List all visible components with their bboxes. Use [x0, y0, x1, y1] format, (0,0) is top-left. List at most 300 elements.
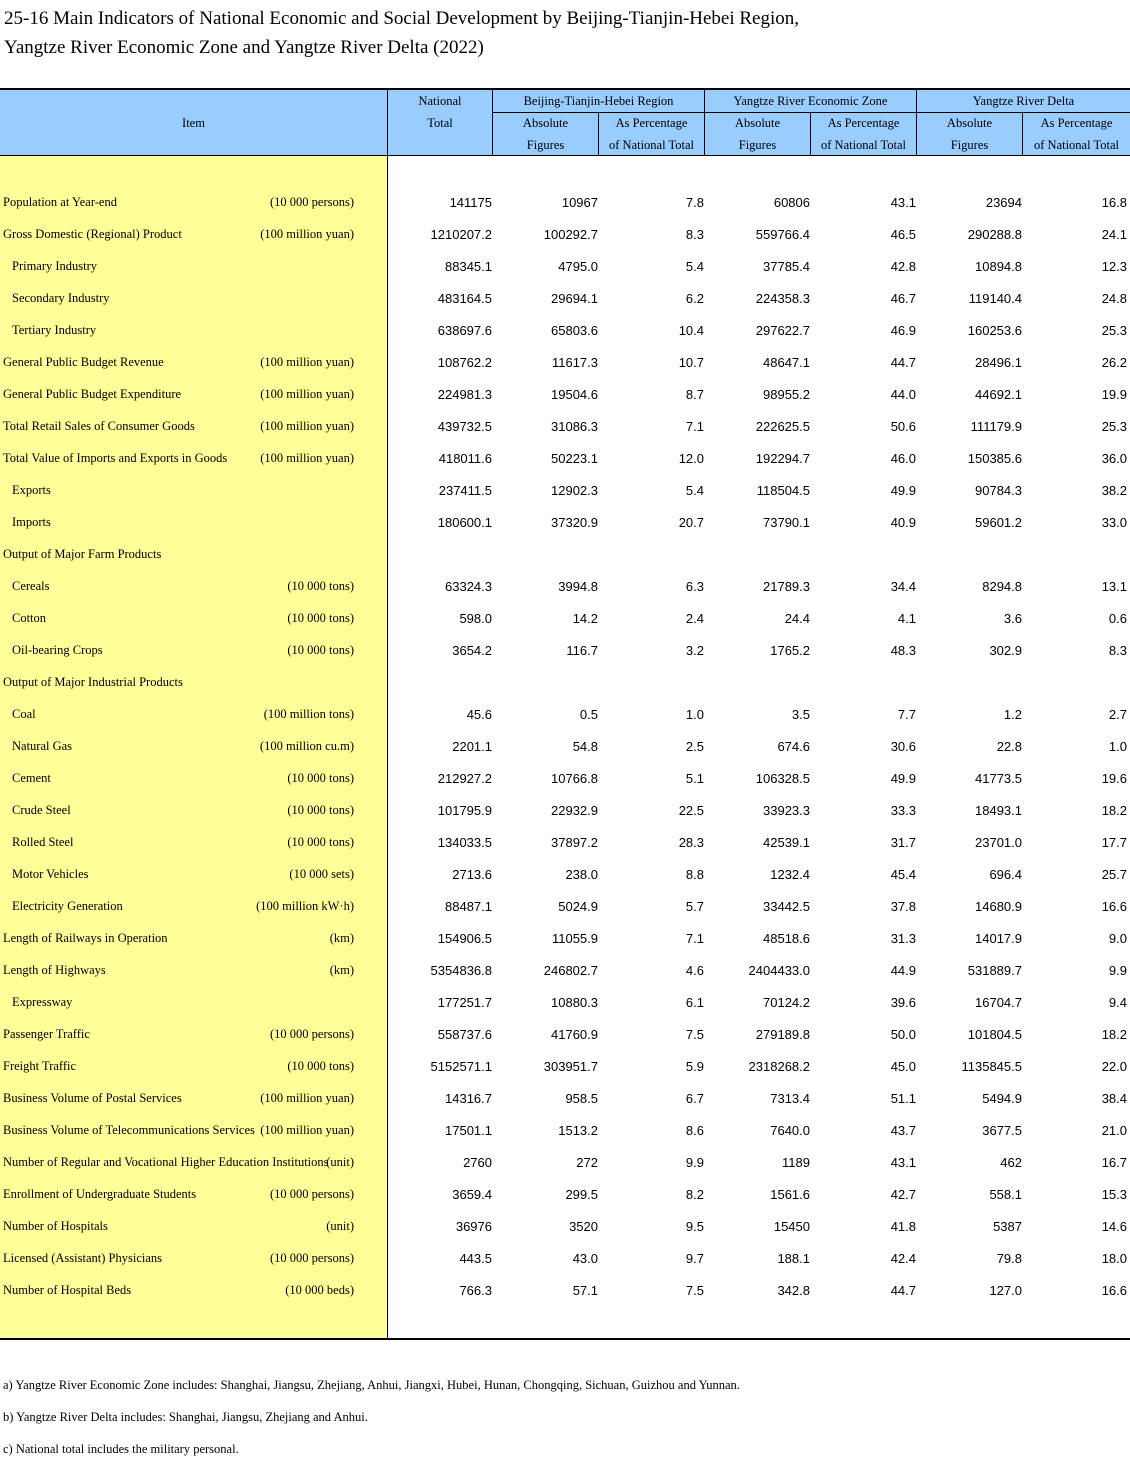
cell-yrd-absolute: 119140.4 — [968, 291, 1022, 306]
row-unit: (10 000 tons) — [287, 835, 354, 849]
cell-bth-percentage: 8.3 — [685, 227, 704, 242]
row-label: Cereals — [12, 579, 50, 593]
cell-yrd-percentage: 9.0 — [1108, 931, 1127, 946]
cell-bth-percentage: 5.9 — [685, 1059, 704, 1074]
table-row — [0, 379, 1130, 411]
row-unit: (100 million yuan) — [260, 451, 354, 465]
cell-national-total: 237411.5 — [438, 483, 492, 498]
cell-national-total: 17501.1 — [445, 1123, 492, 1138]
cell-bth-percentage: 28.3 — [678, 835, 704, 850]
cell-national-total: 3659.4 — [452, 1187, 492, 1202]
cell-bth-absolute: 4795.0 — [558, 259, 598, 274]
cell-yrez-percentage: 45.0 — [890, 1059, 916, 1074]
cell-national-total: 154906.5 — [437, 931, 492, 946]
cell-yrd-percentage: 33.0 — [1101, 515, 1127, 530]
table-row — [0, 1051, 1130, 1083]
row-label: Output of Major Farm Products — [3, 547, 162, 561]
row-unit: (10 000 tons) — [287, 803, 354, 817]
row-label: Business Volume of Telecommunications Services — [3, 1123, 255, 1137]
cell-yrd-percentage: 2.7 — [1108, 707, 1127, 722]
row-unit: (100 million yuan) — [260, 1123, 354, 1137]
cell-yrez-absolute: 73790.1 — [763, 515, 810, 530]
cell-yrd-absolute: 3.6 — [1003, 611, 1022, 626]
cell-yrd-absolute: 290288.8 — [967, 227, 1022, 242]
row-unit: (10 000 persons) — [269, 1187, 354, 1201]
cell-bth-percentage: 9.9 — [685, 1155, 704, 1170]
cell-yrez-absolute: 2404433.0 — [748, 963, 810, 978]
cell-yrd-absolute: 5387 — [993, 1219, 1022, 1234]
cell-yrd-absolute: 302.9 — [989, 643, 1022, 658]
cell-bth-percentage: 6.7 — [685, 1091, 704, 1106]
cell-bth-percentage: 3.2 — [685, 643, 704, 658]
row-unit: (100 million yuan) — [260, 227, 354, 241]
table-row — [0, 1083, 1130, 1115]
cell-bth-absolute: 57.1 — [572, 1283, 598, 1298]
cell-bth-percentage: 6.1 — [685, 995, 704, 1010]
cell-yrez-absolute: 21789.3 — [763, 579, 810, 594]
cell-yrd-absolute: 101804.5 — [967, 1027, 1022, 1042]
cell-national-total: 177251.7 — [437, 995, 492, 1010]
cell-national-total: 88487.1 — [445, 899, 492, 914]
row-label: Number of Hospital Beds — [3, 1283, 132, 1297]
row-label: Passenger Traffic — [3, 1027, 90, 1041]
table-row — [0, 923, 1130, 955]
row-unit: (100 million yuan) — [260, 355, 354, 369]
cell-yrez-percentage: 4.1 — [897, 611, 916, 626]
cell-yrd-absolute: 22.8 — [996, 739, 1022, 754]
cell-yrd-percentage: 22.0 — [1101, 1059, 1127, 1074]
table-row — [0, 603, 1130, 635]
title-line-1: 25-16 Main Indicators of National Economic and Social Development by Beijing-Tianjin-Hebei Region, — [4, 8, 800, 29]
cell-bth-percentage: 12.0 — [678, 451, 704, 466]
row-unit: (100 million cu.m) — [259, 739, 354, 753]
row-unit: (10 000 tons) — [287, 579, 354, 593]
row-label: Number of Regular and Vocational Higher Education Institutions — [3, 1155, 329, 1169]
cell-yrez-percentage: 31.7 — [890, 835, 916, 850]
cell-yrez-percentage: 34.4 — [890, 579, 916, 594]
indicators-table — [0, 88, 1130, 1340]
header-abs-1: Absolute — [734, 116, 781, 130]
table-row — [0, 1275, 1130, 1307]
row-label: Coal — [12, 707, 36, 721]
table-row — [0, 1211, 1130, 1243]
row-label: Crude Steel — [12, 803, 71, 817]
cell-bth-absolute: 11055.9 — [551, 931, 598, 946]
row-label: General Public Budget Revenue — [3, 355, 164, 369]
cell-bth-percentage: 22.5 — [678, 803, 704, 818]
cell-national-total: 63324.3 — [445, 579, 492, 594]
cell-bth-percentage: 2.5 — [685, 739, 704, 754]
table-row — [0, 891, 1130, 923]
cell-bth-percentage: 7.5 — [685, 1283, 704, 1298]
row-label: Expressway — [12, 995, 73, 1009]
cell-bth-absolute: 238.0 — [565, 867, 598, 882]
row-label: Length of Highways — [3, 963, 106, 977]
cell-national-total: 418011.6 — [438, 451, 492, 466]
cell-national-total: 766.3 — [459, 1283, 492, 1298]
cell-yrez-percentage: 31.3 — [890, 931, 916, 946]
cell-yrez-percentage: 39.6 — [890, 995, 916, 1010]
cell-bth-absolute: 299.5 — [565, 1187, 598, 1202]
table-row — [0, 1179, 1130, 1211]
row-unit: (100 million yuan) — [260, 387, 354, 401]
cell-yrez-percentage: 46.0 — [890, 451, 916, 466]
table-row — [0, 699, 1130, 731]
cell-yrd-absolute: 3677.5 — [982, 1123, 1022, 1138]
table-row — [0, 1115, 1130, 1147]
table-row — [0, 443, 1130, 475]
cell-national-total: 5152571.1 — [430, 1059, 492, 1074]
cell-bth-percentage: 5.4 — [685, 259, 704, 274]
header-national-2: Total — [427, 116, 453, 130]
cell-bth-percentage: 9.7 — [685, 1251, 704, 1266]
cell-bth-percentage: 7.8 — [685, 195, 704, 210]
cell-national-total: 1210207.2 — [430, 227, 492, 242]
cell-yrez-absolute: 118504.5 — [756, 483, 810, 498]
cell-bth-absolute: 3520 — [569, 1219, 598, 1234]
cell-yrez-absolute: 279189.8 — [755, 1027, 810, 1042]
cell-national-total: 88345.1 — [445, 259, 492, 274]
table-header — [0, 88, 1130, 156]
table-row — [0, 667, 1130, 699]
cell-national-total: 2760 — [463, 1155, 492, 1170]
cell-bth-absolute: 10880.3 — [551, 995, 598, 1010]
cell-yrez-absolute: 342.8 — [777, 1283, 810, 1298]
cell-yrd-percentage: 9.4 — [1108, 995, 1127, 1010]
row-unit: (100 million tons) — [263, 707, 354, 721]
table-row — [0, 315, 1130, 347]
cell-bth-percentage: 20.7 — [678, 515, 704, 530]
header-national-1: National — [418, 94, 462, 108]
row-unit: (10 000 tons) — [287, 771, 354, 785]
table-row — [0, 251, 1130, 283]
cell-yrd-absolute: 79.8 — [996, 1251, 1022, 1266]
row-unit: (10 000 persons) — [269, 1027, 354, 1041]
cell-bth-absolute: 22932.9 — [551, 803, 598, 818]
cell-national-total: 638697.6 — [437, 323, 492, 338]
table-body — [0, 156, 1130, 1340]
cell-bth-percentage: 10.7 — [678, 355, 704, 370]
row-label: Imports — [12, 515, 51, 529]
cell-yrez-absolute: 106328.5 — [755, 771, 810, 786]
cell-yrd-percentage: 14.6 — [1101, 1219, 1127, 1234]
header-pct-1: As Percentage — [615, 116, 688, 130]
cell-national-total: 5354836.8 — [430, 963, 492, 978]
cell-yrd-percentage: 16.6 — [1101, 1283, 1127, 1298]
row-label: Motor Vehicles — [12, 867, 89, 881]
cell-yrd-absolute: 28496.1 — [975, 355, 1022, 370]
cell-yrez-percentage: 40.9 — [890, 515, 916, 530]
cell-yrd-percentage: 19.9 — [1101, 387, 1127, 402]
cell-yrd-absolute: 531889.7 — [967, 963, 1022, 978]
cell-yrez-absolute: 3.5 — [791, 707, 810, 722]
row-label: Cotton — [12, 611, 47, 625]
table-row — [0, 827, 1130, 859]
cell-bth-absolute: 10967 — [561, 195, 598, 210]
cell-yrd-absolute: 696.4 — [989, 867, 1022, 882]
cell-yrez-percentage: 44.9 — [890, 963, 916, 978]
cell-yrez-percentage: 50.0 — [890, 1027, 916, 1042]
cell-national-total: 141175 — [449, 195, 492, 210]
cell-bth-absolute: 14.2 — [572, 611, 598, 626]
cell-bth-percentage: 4.6 — [685, 963, 704, 978]
row-unit: (unit) — [326, 1219, 354, 1233]
cell-yrd-percentage: 26.2 — [1101, 355, 1127, 370]
cell-bth-percentage: 6.2 — [685, 291, 704, 306]
footnotes — [3, 1378, 740, 1474]
row-label: Total Retail Sales of Consumer Goods — [3, 419, 195, 433]
cell-yrez-percentage: 42.4 — [890, 1251, 916, 1266]
row-label: Business Volume of Postal Services — [3, 1091, 182, 1105]
table-row — [0, 859, 1130, 891]
cell-yrez-absolute: 37785.4 — [763, 259, 810, 274]
cell-bth-percentage: 7.1 — [685, 931, 704, 946]
cell-bth-percentage: 8.7 — [685, 387, 704, 402]
table-row — [0, 955, 1130, 987]
cell-yrez-absolute: 222625.5 — [755, 419, 810, 434]
cell-yrd-absolute: 14680.9 — [975, 899, 1022, 914]
table-row — [0, 731, 1130, 763]
cell-yrez-absolute: 1189 — [782, 1155, 810, 1170]
header-abs-1: Absolute — [522, 116, 569, 130]
cell-bth-absolute: 37320.9 — [551, 515, 598, 530]
cell-yrd-percentage: 25.3 — [1101, 419, 1127, 434]
row-label: Total Value of Imports and Exports in Goods — [3, 451, 228, 465]
cell-bth-absolute: 3994.8 — [558, 579, 598, 594]
cell-yrez-percentage: 44.7 — [890, 355, 916, 370]
cell-yrd-absolute: 23701.0 — [975, 835, 1022, 850]
cell-yrez-percentage: 44.7 — [890, 1283, 916, 1298]
table-row — [0, 411, 1130, 443]
cell-yrez-absolute: 2318268.2 — [748, 1059, 810, 1074]
row-label: Number of Hospitals — [3, 1219, 108, 1233]
cell-yrd-absolute: 5494.9 — [982, 1091, 1022, 1106]
cell-yrez-absolute: 15450 — [773, 1219, 810, 1234]
cell-yrez-percentage: 51.1 — [890, 1091, 916, 1106]
cell-yrez-absolute: 7313.4 — [770, 1091, 810, 1106]
cell-national-total: 558737.6 — [437, 1027, 492, 1042]
cell-bth-absolute: 100292.7 — [543, 227, 598, 242]
header-abs-2: Figures — [738, 138, 777, 152]
cell-bth-percentage: 2.4 — [685, 611, 704, 626]
header-group-bth: Beijing-Tianjin-Hebei Region — [523, 94, 674, 108]
title-line-2: Yangtze River Economic Zone and Yangtze River Delta (2022) — [4, 37, 484, 58]
cell-yrez-percentage: 42.8 — [890, 259, 916, 274]
header-pct-2: of National Total — [609, 138, 694, 152]
row-label: Freight Traffic — [3, 1059, 77, 1073]
cell-yrd-percentage: 13.1 — [1101, 579, 1127, 594]
cell-yrd-percentage: 15.3 — [1101, 1187, 1127, 1202]
cell-bth-absolute: 54.8 — [572, 739, 598, 754]
cell-yrez-absolute: 98955.2 — [763, 387, 810, 402]
cell-national-total: 45.6 — [466, 707, 492, 722]
cell-bth-absolute: 43.0 — [572, 1251, 598, 1266]
row-label: Oil-bearing Crops — [12, 643, 103, 657]
cell-bth-percentage: 5.1 — [685, 771, 704, 786]
row-label: Natural Gas — [12, 739, 73, 753]
cell-yrez-absolute: 297622.7 — [755, 323, 810, 338]
row-label: Output of Major Industrial Products — [3, 675, 183, 689]
cell-yrez-percentage: 30.6 — [890, 739, 916, 754]
table-row — [0, 475, 1130, 507]
cell-yrez-absolute: 1232.4 — [770, 867, 810, 882]
cell-yrez-absolute: 48518.6 — [763, 931, 810, 946]
cell-yrez-absolute: 60806 — [773, 195, 810, 210]
cell-yrd-percentage: 9.9 — [1108, 963, 1127, 978]
cell-yrez-absolute: 188.1 — [777, 1251, 810, 1266]
row-label: Licensed (Assistant) Physicians — [3, 1251, 163, 1265]
cell-yrd-percentage: 24.1 — [1101, 227, 1127, 242]
cell-bth-absolute: 958.5 — [565, 1091, 598, 1106]
cell-yrd-percentage: 18.2 — [1101, 1027, 1127, 1042]
cell-yrd-absolute: 44692.1 — [975, 387, 1022, 402]
cell-yrez-percentage: 37.8 — [890, 899, 916, 914]
cell-yrez-percentage: 42.7 — [890, 1187, 916, 1202]
cell-national-total: 2713.6 — [452, 867, 492, 882]
cell-national-total: 134033.5 — [437, 835, 492, 850]
cell-bth-absolute: 10766.8 — [551, 771, 598, 786]
cell-yrd-percentage: 25.3 — [1101, 323, 1127, 338]
cell-yrez-absolute: 70124.2 — [763, 995, 810, 1010]
row-unit: (10 000 tons) — [287, 643, 354, 657]
cell-yrez-percentage: 44.0 — [890, 387, 916, 402]
cell-yrez-percentage: 46.9 — [890, 323, 916, 338]
cell-national-total: 108762.2 — [437, 355, 492, 370]
cell-bth-percentage: 8.2 — [685, 1187, 704, 1202]
footnote: b) Yangtze River Delta includes: Shanghai, Jiangsu, Zhejiang and Anhui. — [3, 1410, 368, 1424]
cell-bth-absolute: 65803.6 — [551, 323, 598, 338]
cell-yrd-percentage: 19.6 — [1101, 771, 1127, 786]
cell-national-total: 14316.7 — [445, 1091, 492, 1106]
cell-yrd-absolute: 16704.7 — [975, 995, 1022, 1010]
cell-bth-percentage: 6.3 — [685, 579, 704, 594]
row-label: Primary Industry — [12, 259, 98, 273]
cell-national-total: 3654.2 — [452, 643, 492, 658]
cell-bth-percentage: 8.8 — [685, 867, 704, 882]
cell-bth-percentage: 7.5 — [685, 1027, 704, 1042]
table-row — [0, 763, 1130, 795]
cell-yrd-absolute: 1.2 — [1003, 707, 1022, 722]
cell-yrd-percentage: 0.6 — [1108, 611, 1127, 626]
cell-bth-absolute: 31086.3 — [551, 419, 598, 434]
cell-yrez-percentage: 43.7 — [890, 1123, 916, 1138]
header-abs-2: Figures — [526, 138, 565, 152]
row-label: Cement — [12, 771, 51, 785]
row-label: Population at Year-end — [3, 195, 117, 209]
cell-yrd-percentage: 12.3 — [1101, 259, 1127, 274]
footnote: c) National total includes the military personal. — [3, 1442, 239, 1456]
cell-bth-percentage: 8.6 — [685, 1123, 704, 1138]
row-label: Secondary Industry — [12, 291, 110, 305]
cell-yrd-percentage: 1.0 — [1108, 739, 1127, 754]
cell-national-total: 224981.3 — [437, 387, 492, 402]
cell-yrd-percentage: 18.0 — [1101, 1251, 1127, 1266]
cell-yrez-absolute: 192294.7 — [755, 451, 810, 466]
cell-bth-absolute: 0.5 — [579, 707, 598, 722]
cell-yrd-absolute: 127.0 — [989, 1283, 1022, 1298]
row-label: Gross Domestic (Regional) Product — [3, 227, 182, 241]
cell-yrd-percentage: 38.2 — [1101, 483, 1127, 498]
cell-national-total: 439732.5 — [437, 419, 492, 434]
cell-yrd-absolute: 558.1 — [989, 1187, 1022, 1202]
cell-yrez-absolute: 1561.6 — [770, 1187, 810, 1202]
cell-yrd-absolute: 150385.6 — [967, 451, 1022, 466]
table-row — [0, 507, 1130, 539]
cell-bth-percentage: 7.1 — [685, 419, 704, 434]
cell-national-total: 212927.2 — [437, 771, 492, 786]
cell-yrd-percentage: 8.3 — [1108, 643, 1127, 658]
cell-yrd-percentage: 24.8 — [1101, 291, 1127, 306]
row-unit: (10 000 beds) — [285, 1283, 354, 1297]
header-pct-2: of National Total — [1034, 138, 1119, 152]
table-row — [0, 635, 1130, 667]
cell-yrez-percentage: 43.1 — [890, 195, 916, 210]
cell-yrd-percentage: 18.2 — [1101, 803, 1127, 818]
table-row — [0, 571, 1130, 603]
cell-national-total: 101795.9 — [437, 803, 492, 818]
cell-yrd-absolute: 462 — [1000, 1155, 1022, 1170]
footnote: a) Yangtze River Economic Zone includes: Shanghai, Jiangsu, Zhejiang, Anhui, Jiangxi, Hubei, Hunan, Chongqing, Sichuan, Guizhou and Yunnan. — [3, 1378, 740, 1392]
row-unit: (10 000 tons) — [287, 1059, 354, 1073]
cell-yrez-percentage: 49.9 — [890, 771, 916, 786]
table-row — [0, 283, 1130, 315]
cell-yrez-percentage: 50.6 — [890, 419, 916, 434]
table-row — [0, 539, 1130, 571]
cell-yrd-percentage: 36.0 — [1101, 451, 1127, 466]
cell-bth-absolute: 37897.2 — [551, 835, 598, 850]
row-unit: (10 000 persons) — [269, 195, 354, 209]
cell-yrd-absolute: 41773.5 — [975, 771, 1022, 786]
cell-yrez-percentage: 45.4 — [890, 867, 916, 882]
cell-yrez-absolute: 7640.0 — [770, 1123, 810, 1138]
cell-yrd-absolute: 10894.8 — [975, 259, 1022, 274]
cell-yrez-percentage: 33.3 — [890, 803, 916, 818]
cell-yrd-absolute: 18493.1 — [975, 803, 1022, 818]
cell-bth-absolute: 12902.3 — [551, 483, 598, 498]
cell-national-total: 2201.1 — [452, 739, 492, 754]
cell-bth-absolute: 1513.2 — [558, 1123, 598, 1138]
table-row — [0, 1019, 1130, 1051]
cell-yrez-absolute: 48647.1 — [763, 355, 810, 370]
cell-bth-absolute: 116.7 — [566, 643, 598, 658]
cell-yrd-percentage: 17.7 — [1101, 835, 1127, 850]
row-label: Exports — [12, 483, 51, 497]
cell-bth-absolute: 50223.1 — [551, 451, 598, 466]
row-label: Electricity Generation — [12, 899, 123, 913]
cell-yrez-absolute: 1765.2 — [770, 643, 810, 658]
row-unit: (10 000 tons) — [287, 611, 354, 625]
cell-yrez-percentage: 43.1 — [890, 1155, 916, 1170]
row-label: General Public Budget Expenditure — [3, 387, 182, 401]
cell-bth-percentage: 5.7 — [685, 899, 704, 914]
cell-bth-absolute: 11617.3 — [551, 355, 598, 370]
cell-yrd-absolute: 8294.8 — [982, 579, 1022, 594]
table-row — [0, 219, 1130, 251]
row-label: Length of Railways in Operation — [3, 931, 168, 945]
row-label: Rolled Steel — [12, 835, 74, 849]
cell-yrez-percentage: 46.7 — [890, 291, 916, 306]
row-unit: (km) — [329, 931, 354, 945]
cell-yrd-absolute: 160253.6 — [967, 323, 1022, 338]
cell-yrd-absolute: 59601.2 — [975, 515, 1022, 530]
cell-yrd-percentage: 16.6 — [1101, 899, 1127, 914]
cell-yrez-absolute: 224358.3 — [755, 291, 810, 306]
cell-yrez-absolute: 559766.4 — [755, 227, 810, 242]
cell-bth-absolute: 19504.6 — [551, 387, 598, 402]
row-unit: (100 million yuan) — [260, 1091, 354, 1105]
cell-yrd-absolute: 23694 — [985, 195, 1022, 210]
header-pct-2: of National Total — [821, 138, 906, 152]
